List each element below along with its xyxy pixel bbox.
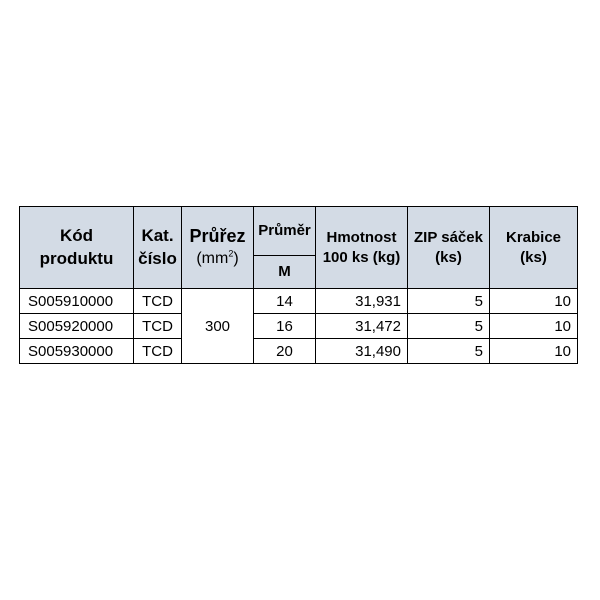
cell-krabice: 10 bbox=[490, 314, 578, 339]
cell-kat: TCD bbox=[134, 289, 182, 314]
header-zip-line1: ZIP sáček bbox=[414, 229, 483, 246]
header-hmotnost-line1: Hmotnost bbox=[326, 229, 397, 246]
cell-kat: TCD bbox=[134, 339, 182, 364]
header-row-1 bbox=[20, 207, 578, 256]
header-krabice-line1: Krabice bbox=[505, 229, 562, 246]
cell-kod: S005930000 bbox=[20, 339, 134, 364]
header-kod-line2: produktu bbox=[39, 248, 114, 268]
header-kod-line1: Kód bbox=[59, 226, 94, 246]
product-table bbox=[19, 206, 578, 364]
cell-prumer: 16 bbox=[254, 314, 316, 339]
header-prurez-unit: $(mm^2)$ bbox=[196, 248, 239, 268]
table-row bbox=[20, 339, 578, 364]
header-kod-produktu bbox=[20, 207, 134, 289]
cell-krabice: 10 bbox=[490, 339, 578, 364]
cell-prumer: 14 bbox=[254, 289, 316, 314]
header-krabice-line2: (ks) bbox=[520, 248, 547, 266]
cell-zip: 5 bbox=[408, 289, 490, 314]
cell-zip: 5 bbox=[408, 314, 490, 339]
cell-kod: S005920000 bbox=[20, 314, 134, 339]
header-zip-sacek bbox=[408, 207, 490, 289]
header-kat-line1: Kat. bbox=[141, 226, 174, 246]
header-prurez-line1: Průřez bbox=[189, 226, 246, 247]
header-prurez bbox=[182, 207, 254, 289]
cell-krabice: 10 bbox=[490, 289, 578, 314]
cell-hmotnost: 31,472 bbox=[316, 314, 408, 339]
cell-prurez-merged: 300 bbox=[182, 289, 254, 364]
header-kat-line2: číslo bbox=[138, 248, 177, 268]
header-prumer: Průměr bbox=[254, 207, 316, 256]
cell-hmotnost: 31,931 bbox=[316, 289, 408, 314]
header-krabice bbox=[490, 207, 578, 289]
header-zip-line2: (ks) bbox=[435, 248, 462, 266]
table-row bbox=[20, 289, 578, 314]
header-prumer-sub: M bbox=[254, 256, 316, 289]
cell-hmotnost: 31,490 bbox=[316, 339, 408, 364]
header-hmotnost bbox=[316, 207, 408, 289]
cell-zip: 5 bbox=[408, 339, 490, 364]
cell-kod: S005910000 bbox=[20, 289, 134, 314]
table-row bbox=[20, 314, 578, 339]
header-kat-cislo bbox=[134, 207, 182, 289]
cell-prumer: 20 bbox=[254, 339, 316, 364]
cell-kat: TCD bbox=[134, 314, 182, 339]
header-hmotnost-line2: 100 ks (kg) bbox=[322, 248, 401, 266]
